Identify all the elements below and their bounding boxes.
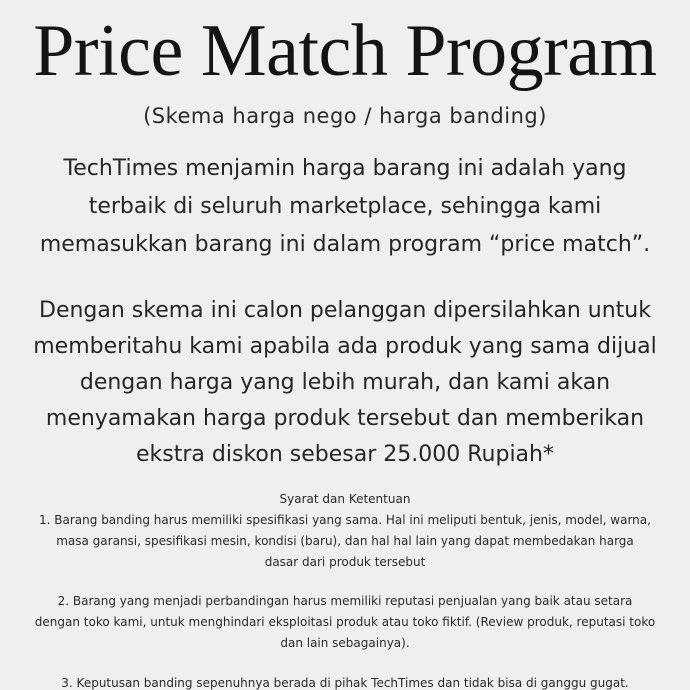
terms-heading: Syarat dan Ketentuan: [279, 492, 411, 506]
intro-paragraph: [0, 150, 690, 264]
page-subtitle: (Skema harga nego / harga banding): [143, 104, 547, 128]
terms-item-1-line: dasar dari produk tersebut: [264, 555, 426, 569]
intro-line: memasukkan barang ini dalam program “price match”.: [39, 232, 651, 257]
terms-item-2: [0, 591, 690, 654]
terms-item-2-line: dan lain sebagainya).: [280, 636, 410, 650]
terms-item-1-line: masa garansi, spesifikasi mesin, kondisi (baru), dan hal hal lain yang dapat membedakan harga: [56, 534, 634, 548]
scheme-line: Dengan skema ini calon pelanggan dipersilahkan untuk: [39, 298, 651, 323]
intro-line: terbaik di seluruh marketplace, sehingga kami: [88, 194, 602, 219]
intro-line: TechTimes menjamin harga barang ini adalah yang: [63, 156, 627, 181]
scheme-line: menyamakan harga produk tersebut dan memberikan: [45, 406, 645, 431]
terms-item-1: [0, 510, 690, 573]
terms-section: [0, 488, 690, 690]
page-title: Price Match Program: [33, 10, 657, 92]
scheme-line: ekstra diskon sebesar 25.000 Rupiah*: [136, 442, 554, 467]
terms-item-2-line: 2. Barang yang menjadi perbandingan harus memiliki reputasi penjualan yang baik atau setara: [57, 594, 633, 608]
scheme-line: dengan harga yang lebih murah, dan kami akan: [79, 370, 611, 395]
terms-item-2-line: dengan toko kami, untuk menghindari eksploitasi produk atau toko fiktif. (Review produk, reputasi toko: [34, 615, 656, 629]
terms-item-3-line: 3. Keputusan banding sepenuhnya berada di pihak TechTimes dan tidak bisa di ganggu gugat.: [61, 676, 629, 690]
terms-item-1-line: 1. Barang banding harus memiliki spesifikasi yang sama. Hal ini meliputi bentuk, jenis, model, warna,: [39, 513, 651, 527]
terms-item-3: [0, 673, 690, 690]
scheme-line: memberitahu kami apabila ada produk yang sama dijual: [33, 334, 657, 359]
scheme-paragraph: [0, 293, 690, 473]
